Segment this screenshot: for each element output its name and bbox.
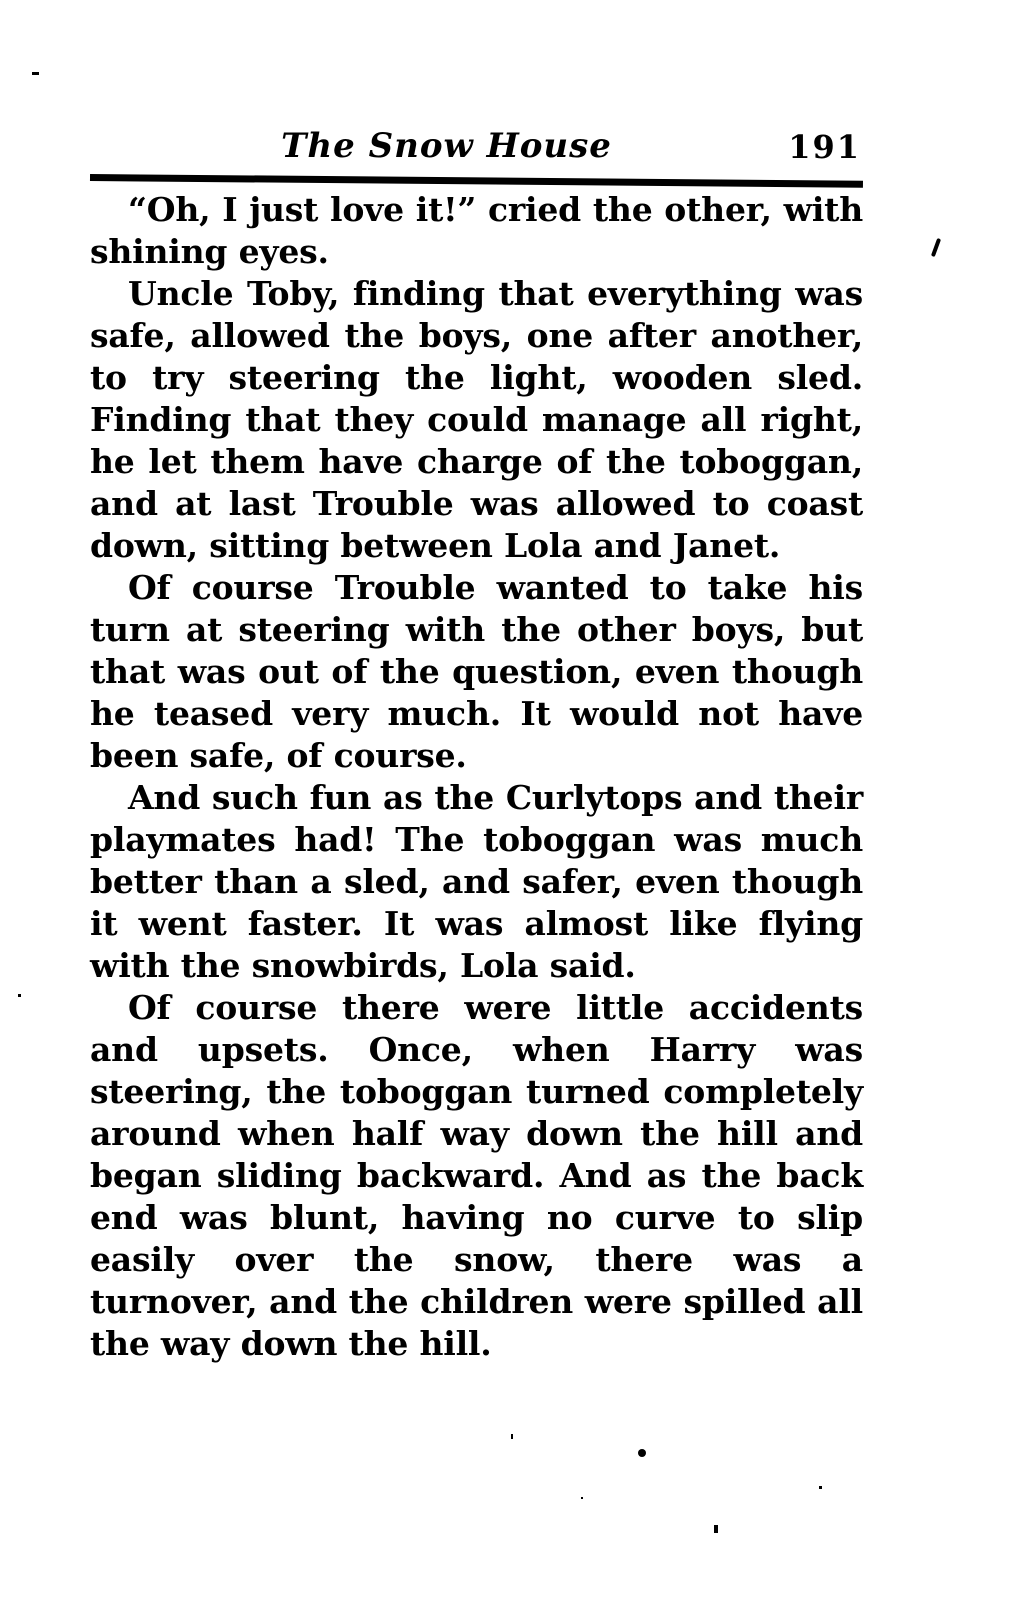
- header-rule: [90, 174, 863, 188]
- paragraph: Of course there were little accidents and upsets. Once, when Harry was steering, the toboggan turned completely around when half way down the hill and began sliding backward. And as the back end was blunt, having no curve to slip easily over the snow, there was a turnover, and the children were spilled all the way down the hill.: [90, 988, 863, 1363]
- page-number: 191: [788, 128, 861, 166]
- body-text: [90, 189, 863, 1365]
- scan-speck: [511, 1434, 513, 1439]
- scan-speck: [581, 1497, 583, 1499]
- scan-speck: [819, 1486, 822, 1489]
- paragraph: “Oh, I just love it!” cried the other, with shining eyes.: [90, 190, 863, 271]
- page-header-title: The Snow House: [281, 126, 612, 166]
- paragraph: Uncle Toby, finding that everything was safe, allowed the boys, one after another, to try steering the light, wooden sled. Finding that they could manage all right, he let them have charge of the toboggan, and at last Trouble was allowed to coast down, sitting between Lola and Janet.: [90, 274, 863, 565]
- running-head: [90, 126, 863, 170]
- scan-speck: [714, 1525, 718, 1533]
- scan-speck: [638, 1449, 646, 1457]
- scan-speck: [32, 72, 39, 75]
- scan-speck: [18, 994, 21, 997]
- scan-speck: [931, 238, 941, 257]
- paragraph: And such fun as the Curlytops and their playmates had! The toboggan was much better than a sled, and safer, even though it went faster. It was almost like flying with the snowbirds, Lola said.: [90, 778, 863, 985]
- paragraph: Of course Trouble wanted to take his turn at steering with the other boys, but that was out of the question, even though he teased very much. It would not have been safe, of course.: [90, 568, 863, 775]
